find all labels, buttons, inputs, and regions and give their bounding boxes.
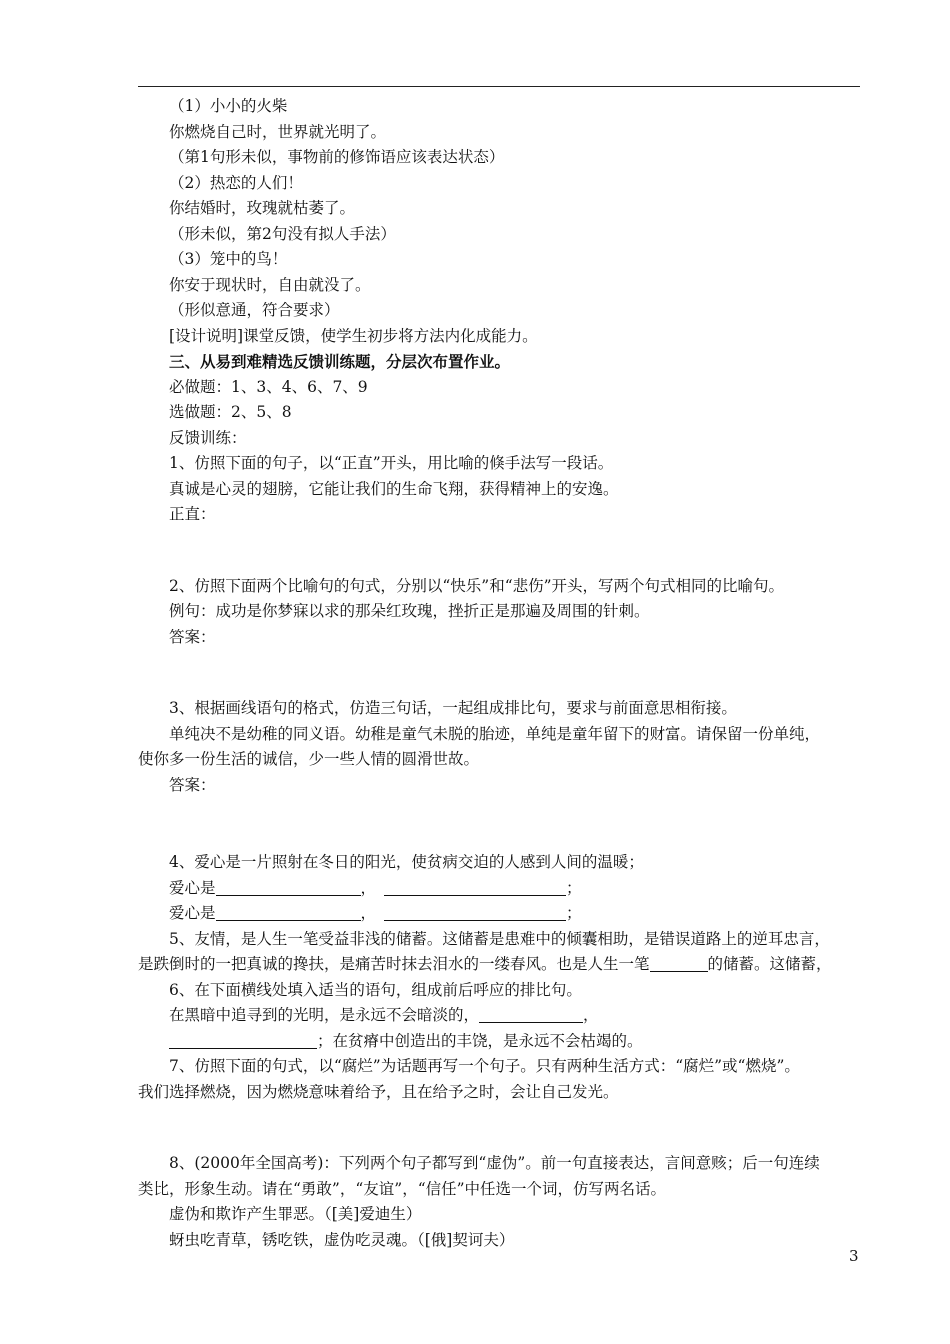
fill-line: 爱心是 ， ； bbox=[169, 904, 582, 922]
text-line: 你结婚时，玫瑰就枯萎了。 bbox=[169, 199, 356, 217]
text-line: （第1句形未似，事物前的修饰语应该表达状态） bbox=[169, 148, 505, 166]
answer-label: 答案： bbox=[169, 627, 216, 646]
text-line: （形未似，第2句没有拟人手法） bbox=[169, 224, 396, 243]
text-line: 在黑暗中追寻到的光明，是永远不会暗淡的， ， bbox=[169, 1006, 599, 1024]
text-line: （1）小小的火柴 bbox=[169, 97, 288, 115]
fill-line: 爱心是 ， ； bbox=[169, 878, 582, 897]
text-line: 真诚是心灵的翅膀，它能让我们的生命飞翔，获得精神上的安逸。 bbox=[169, 479, 619, 498]
text-line: （3）笼中的鸟！ bbox=[169, 250, 288, 268]
answer-blank[interactable] bbox=[384, 904, 566, 921]
question-5: 5、友情，是人生一笔受益非浅的储蓄。这储蓄是患难中的倾囊相助，是错误道路上的逆耳忠言， bbox=[169, 929, 830, 948]
text-line: 你燃烧自己时，世界就光明了。 bbox=[169, 122, 387, 141]
text-line: ；在贫瘠中创造出的丰饶，是永远不会枯竭的。 bbox=[138, 1029, 860, 1055]
text-line: 使你多一份生活的诚信，少一些人情的圆滑世故。 bbox=[138, 750, 480, 768]
text-line: 选做题：2、5、8 bbox=[169, 403, 292, 421]
text-line: 反馈训练： bbox=[169, 428, 247, 447]
text-line: 是跌倒时的一把真诚的搀扶，是痛苦时抹去泪水的一缕春风。也是人生一笔 的储蓄。这储蓄， bbox=[138, 955, 832, 973]
document-page bbox=[138, 94, 860, 1253]
text-line: 单纯决不是幼稚的同义语。幼稚是童气未脱的胎迹，单纯是童年留下的财富。请保留一份单纯， bbox=[169, 724, 821, 743]
answer-blank[interactable] bbox=[479, 1006, 583, 1023]
quote-line: 蚜虫吃青草，锈吃铁，虚伪吃灵魂。（[俄]契诃夫） bbox=[169, 1230, 515, 1249]
question-7: 7、仿照下面的句式，以“腐烂”为话题再写一个句子。只有两种生活方式：“腐烂”或“燃烧”。 bbox=[169, 1057, 800, 1075]
text-line: 必做题：1、3、4、6、7、9 bbox=[169, 377, 368, 396]
page-number: 3 bbox=[849, 1247, 859, 1265]
text-line: 我们选择燃烧，因为燃烧意味着给予，且在给予之时，会让自己发光。 bbox=[138, 1082, 619, 1101]
question-1: 1、仿照下面的句子，以“正直”开头，用比喻的倏手法写一段话。 bbox=[169, 454, 614, 472]
answer-blank[interactable] bbox=[169, 1032, 317, 1049]
text-line: （形似意通，符合要求） bbox=[169, 301, 340, 319]
text-line: [设计说明]课堂反馈，使学生初步将方法内化成能力。 bbox=[169, 326, 538, 345]
question-8: 8、(2000年全国高考)：下列两个句子都写到“虚伪”。前一句直接表达，言间意赅；后一句连续 bbox=[169, 1154, 820, 1172]
text-line: 例句：成功是你梦寐以求的那朵红玫瑰，挫折正是那遍及周围的针刺。 bbox=[169, 602, 650, 620]
text-line: 你安于现状时，自由就没了。 bbox=[169, 275, 371, 294]
section-heading: 三、从易到难精选反馈训练题，分层次布置作业。 bbox=[169, 352, 511, 371]
answer-blank[interactable] bbox=[216, 904, 361, 921]
answer-label: 答案： bbox=[169, 775, 216, 794]
quote-line: 虚伪和欺诈产生罪恶。（[美]爱迪生） bbox=[169, 1205, 422, 1223]
question-6: 6、在下面横线处填入适当的语句，组成前后呼应的排比句。 bbox=[169, 980, 582, 999]
question-2: 2、仿照下面两个比喻句的句式，分别以“快乐”和“悲伤”开头，写两个句式相同的比喻句。 bbox=[169, 576, 785, 595]
answer-blank[interactable] bbox=[384, 879, 566, 896]
answer-label: 正直： bbox=[169, 505, 216, 523]
text-line: 类比，形象生动。请在“勇敢”，“友谊”，“信任”中任选一个词，仿写两名话。 bbox=[138, 1179, 667, 1198]
header-rule bbox=[138, 86, 860, 87]
answer-blank[interactable] bbox=[216, 879, 361, 896]
question-3: 3、根据画线语句的格式，仿造三句话，一起组成排比句，要求与前面意思相衔接。 bbox=[169, 699, 737, 717]
answer-blank[interactable] bbox=[650, 955, 708, 972]
text-line: （2）热恋的人们！ bbox=[169, 173, 303, 192]
question-4: 4、爱心是一片照射在冬日的阳光，使贫病交迫的人感到人间的温暖； bbox=[169, 853, 644, 871]
